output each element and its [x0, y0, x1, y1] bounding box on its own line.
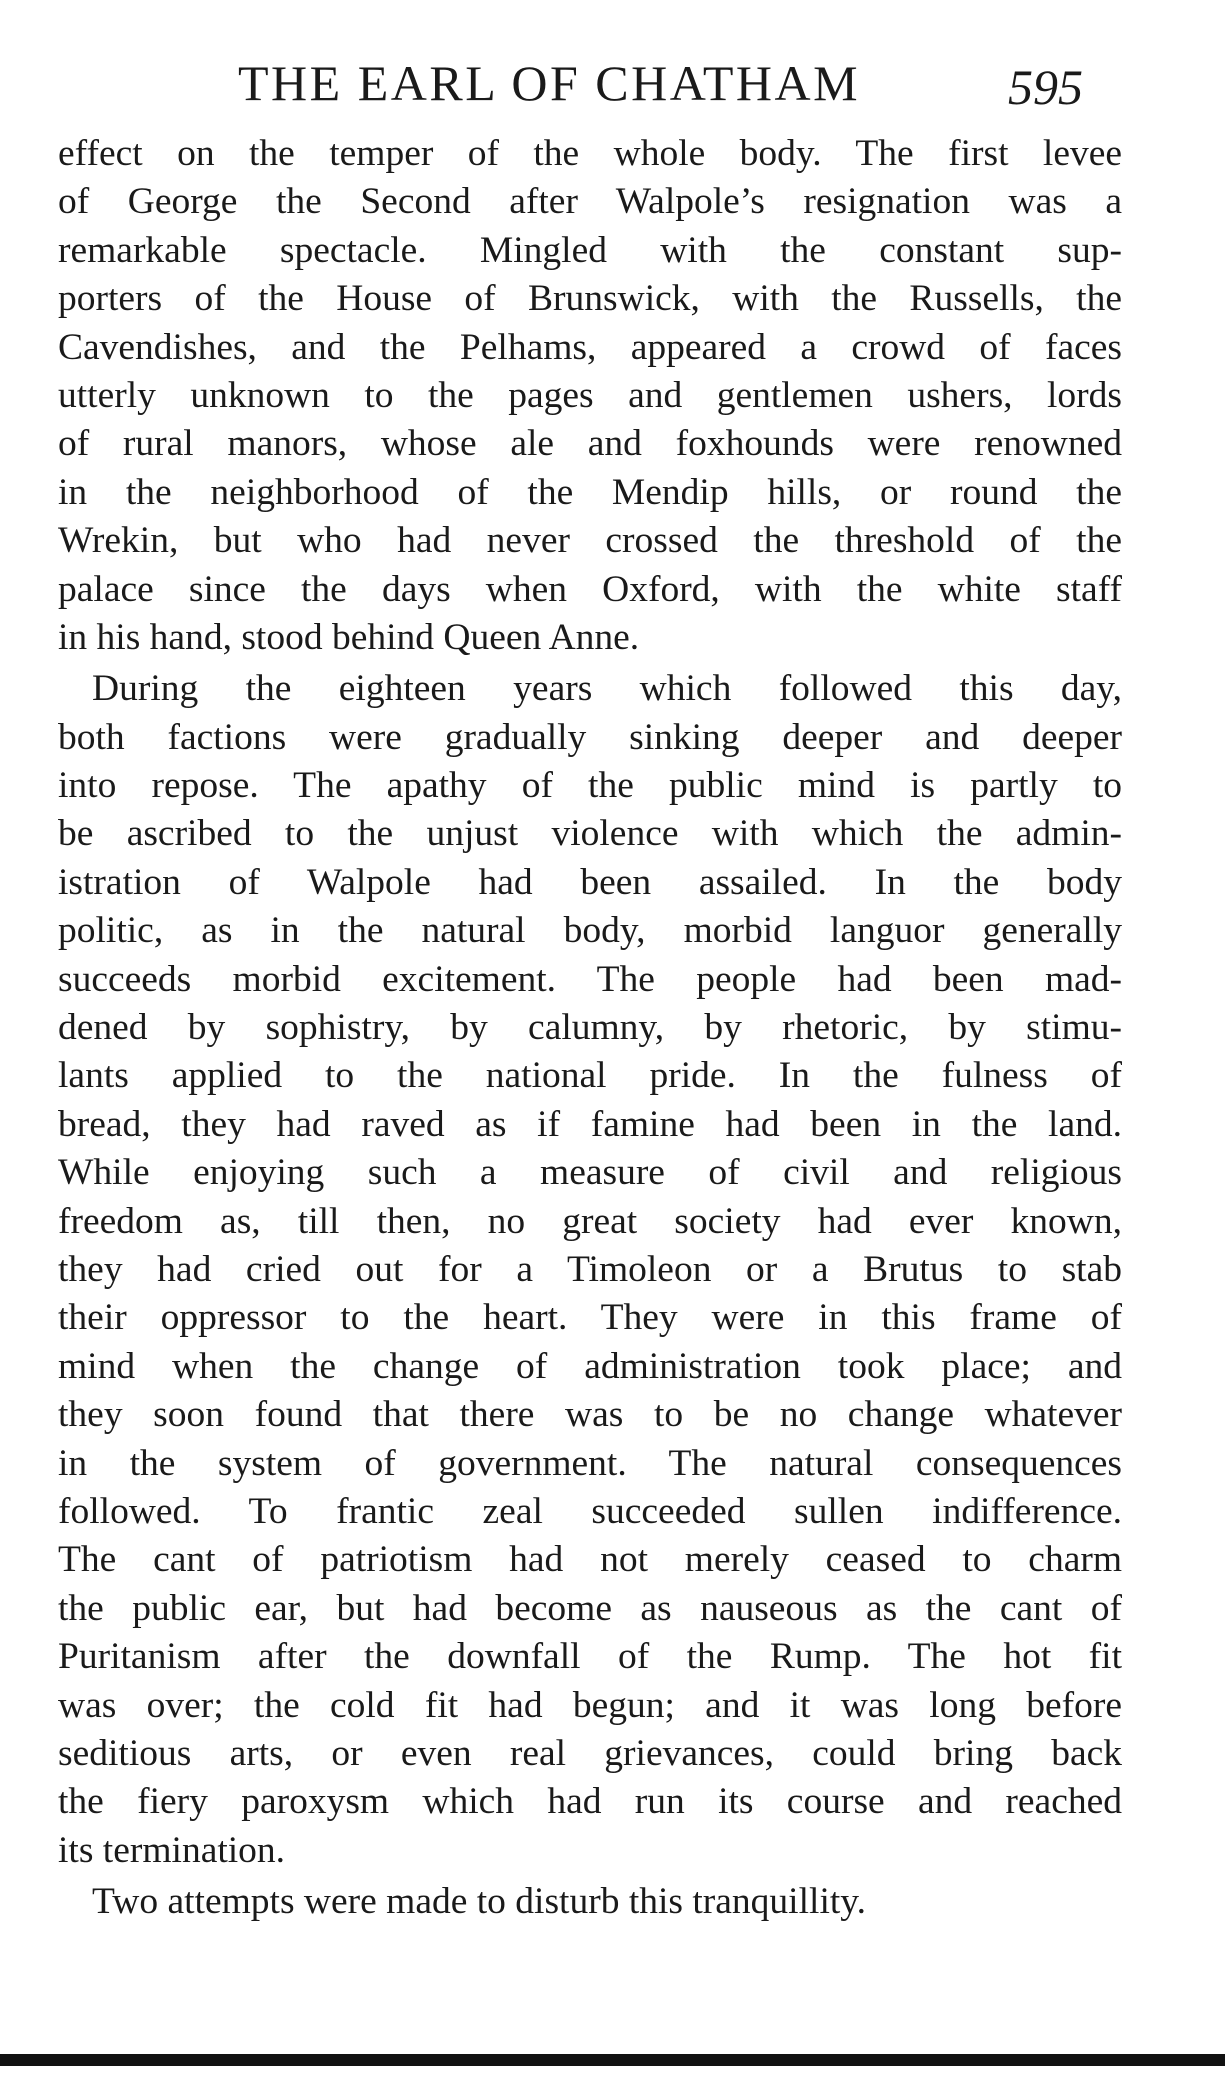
- text-line: seditious arts, or even real grievances, could bring back: [58, 1732, 1122, 1774]
- text-line: of George the Second after Walpole’s resignation was a: [58, 181, 1122, 223]
- text-line: While enjoying such a measure of civil and religious: [58, 1152, 1122, 1194]
- text-line: the fiery paroxysm which had run its course and reached: [58, 1781, 1122, 1823]
- text-line: their oppressor to the heart. They were in this frame of: [58, 1297, 1122, 1339]
- text-line: During the eighteen years which followed this day,: [92, 668, 1122, 710]
- bottom-rule: [0, 2054, 1225, 2066]
- text-line: effect on the temper of the whole body. The first levee: [58, 133, 1122, 174]
- text-line: succeeds morbid excitement. The people had been mad-: [58, 958, 1122, 1000]
- text-line: porters of the House of Brunswick, with the Russells, the: [58, 278, 1122, 320]
- text-line: both factions were gradually sinking deeper and deeper: [58, 716, 1122, 758]
- text-line: into repose. The apathy of the public mind is partly to: [58, 765, 1122, 807]
- paragraph: [58, 1878, 1122, 1926]
- page-number: 595: [1008, 59, 1083, 115]
- text-line: Wrekin, but who had never crossed the threshold of the: [58, 520, 1122, 562]
- text-line: the public ear, but had become as nauseous as the cant of: [58, 1587, 1122, 1629]
- text-line: freedom as, till then, no great society had ever known,: [58, 1200, 1122, 1242]
- text-line: The cant of patriotism had not merely ceased to charm: [58, 1539, 1122, 1581]
- text-line: in his hand, stood behind Queen Anne.: [58, 616, 640, 658]
- text-line: they soon found that there was to be no change whatever: [58, 1394, 1122, 1436]
- page-header: [0, 48, 1225, 118]
- text-line: in the system of government. The natural consequences: [58, 1442, 1122, 1484]
- text-line: bread, they had raved as if famine had been in the land.: [58, 1103, 1122, 1145]
- text-line: Two attempts were made to disturb this tranquillity.: [92, 1881, 866, 1923]
- text-line: of rural manors, whose ale and foxhounds were renowned: [58, 423, 1122, 465]
- paragraph: [58, 130, 1122, 662]
- text-line: Puritanism after the downfall of the Rump. The hot fit: [58, 1636, 1122, 1678]
- body-text: [58, 130, 1122, 1926]
- text-line: istration of Walpole had been assailed. In the body: [58, 861, 1122, 903]
- text-line: mind when the change of administration took place; and: [58, 1345, 1122, 1387]
- text-line: be ascribed to the unjust violence with which the admin-: [58, 813, 1122, 855]
- text-line: in the neighborhood of the Mendip hills, or round the: [58, 471, 1122, 513]
- text-line: lants applied to the national pride. In the fulness of: [58, 1055, 1122, 1097]
- text-line: remarkable spectacle. Mingled with the constant sup-: [58, 229, 1122, 271]
- text-line: dened by sophistry, by calumny, by rhetoric, by stimu-: [58, 1007, 1122, 1049]
- text-line: followed. To frantic zeal succeeded sullen indifference.: [58, 1490, 1122, 1532]
- text-line: Cavendishes, and the Pelhams, appeared a crowd of faces: [58, 326, 1122, 368]
- text-line: politic, as in the natural body, morbid languor generally: [58, 910, 1122, 952]
- text-line: utterly unknown to the pages and gentlemen ushers, lords: [58, 374, 1122, 416]
- text-line: palace since the days when Oxford, with the white staff: [58, 568, 1122, 610]
- text-line: was over; the cold fit had begun; and it was long before: [58, 1684, 1122, 1726]
- running-head: THE EARL OF CHATHAM: [238, 55, 861, 111]
- paragraph: [58, 665, 1122, 1875]
- text-line: they had cried out for a Timoleon or a Brutus to stab: [58, 1248, 1122, 1290]
- text-line: its termination.: [58, 1829, 286, 1871]
